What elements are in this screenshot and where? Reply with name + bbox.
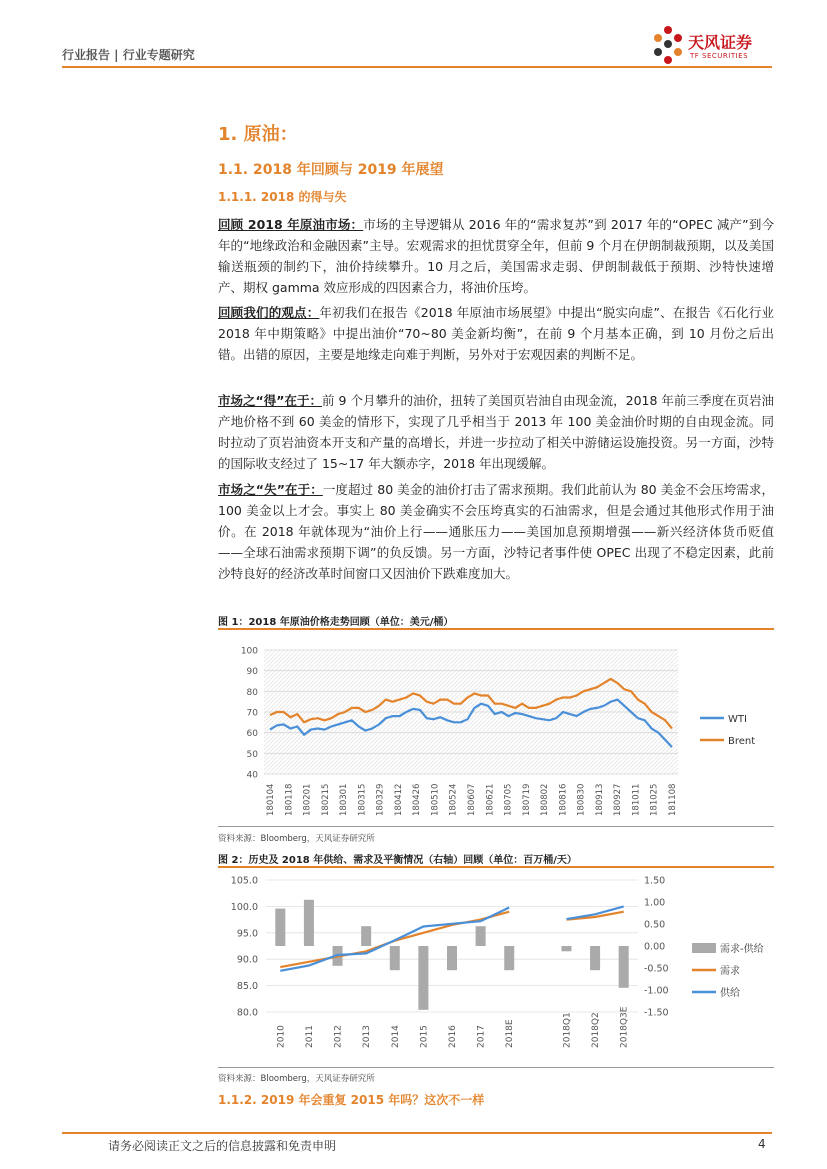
figure-1-source: 资料来源：Bloomberg，天风证券研究所 xyxy=(218,834,375,844)
bar-demand-minus-supply xyxy=(590,946,600,970)
paragraph-body: 一度超过 80 美金的油价打击了需求预期。我们此前认为 80 美金不会压垮需求，100 美金以上才会。事实上 80 美金确实不会压垮真实的石油需求，但是会通过其他形式作用于油价。在 2018 年就体现为“油价上行——通胀压力——美国加息预期增强——新兴经济体货币贬值——全球石油需求预期下调”的负反馈。另一方面，沙特记者事件使 OPEC 出现了不稳定因素，此前沙特良好的经济改革时间窗口又因油价下跌难度加大。 xyxy=(218,482,774,581)
y-right-tick-label: 0.00 xyxy=(644,941,666,953)
x-tick-label: 180705 xyxy=(503,783,514,816)
figure-2-title: 图 2：历史及 2018 年供给、需求及平衡情况（右轴）回顾（单位：百万桶/天） xyxy=(218,855,577,866)
x-tick-label: 180118 xyxy=(284,783,295,816)
breadcrumb: 行业报告 | 行业专题研究 xyxy=(62,48,195,62)
y-tick-label: 70 xyxy=(246,708,258,719)
y-left-tick-label: 80.0 xyxy=(236,1007,258,1019)
x-tick-label: 180329 xyxy=(375,783,386,816)
legend-swatch xyxy=(692,943,716,953)
y-tick-label: 90 xyxy=(246,667,258,678)
paragraph-lead: 回顾我们的观点： xyxy=(218,305,320,320)
y-left-tick-label: 95.0 xyxy=(236,928,258,940)
x-tick-label: 181025 xyxy=(649,783,660,816)
x-tick-label: 180621 xyxy=(485,783,496,816)
page-number: 4 xyxy=(758,1137,766,1151)
section-heading-1-1: 1.1. 2018 年回顾与 2019 年展望 xyxy=(218,162,444,178)
x-tick-label: 180301 xyxy=(339,783,350,816)
y-left-tick-label: 100.0 xyxy=(230,901,258,913)
legend-label: 需求-供给 xyxy=(720,944,764,955)
y-right-tick-label: 1.50 xyxy=(644,875,666,887)
x-tick-label: 2018Q3E xyxy=(619,1006,630,1048)
y-tick-label: 60 xyxy=(246,729,258,740)
y-tick-label: 40 xyxy=(246,770,258,781)
legend-label: Brent xyxy=(728,736,756,747)
y-tick-label: 100 xyxy=(240,646,258,657)
bar-demand-minus-supply xyxy=(476,926,486,946)
x-tick-label: 180802 xyxy=(540,783,551,816)
footer-disclaimer: 请务必阅读正文之后的信息披露和免责申明 xyxy=(108,1139,337,1153)
bar-demand-minus-supply xyxy=(619,946,629,988)
x-tick-label: 180201 xyxy=(302,783,313,816)
paragraph-lead: 回顾 2018 年原油市场： xyxy=(218,217,364,232)
x-tick-label: 181108 xyxy=(668,783,678,816)
x-tick-label: 181011 xyxy=(631,783,642,816)
paragraph-lead: 市场之“失”在于： xyxy=(218,482,323,497)
paragraph-body: 前 9 个月攀升的油价，扭转了美国页岩油自由现金流，2018 年前三季度在页岩油产地价格不到 60 美金的情形下，实现了几乎相当于 2013 年 100 美金油价时期的自由现金流。同时拉动了页岩油资本开支和产量的高增长，并进一步拉动了相关中游储运设施投资。另一方面，沙特的国际收支经过了 15~17 年大额赤字，2018 年出现缓解。 xyxy=(218,393,774,471)
x-tick-label: 180719 xyxy=(521,783,532,816)
section-heading-1-1-2: 1.1.2. 2019 年会重复 2015 年吗？这次不一样 xyxy=(218,1093,485,1107)
figure-2-bottom-rule xyxy=(218,1067,774,1068)
bar-demand-minus-supply xyxy=(447,946,457,970)
header-rule xyxy=(62,66,772,68)
bar-demand-minus-supply xyxy=(304,900,314,946)
figure-1-title: 图 1：2018 年原油价格走势回顾（单位：美元/桶） xyxy=(218,617,454,628)
y-right-tick-label: -1.50 xyxy=(644,1007,669,1019)
figure-2-source: 资料来源：Bloomberg，天风证券研究所 xyxy=(218,1074,375,1084)
y-right-tick-label: -1.00 xyxy=(644,985,669,997)
bar-demand-minus-supply xyxy=(275,909,285,946)
logo-subtitle: TF SECURITIES xyxy=(690,52,749,60)
x-tick-label: 2017 xyxy=(476,1025,487,1048)
y-right-tick-label: 1.00 xyxy=(644,897,666,909)
x-tick-label: 2015 xyxy=(419,1025,430,1048)
paragraph-body: 市场的主导逻辑从 2016 年的“需求复苏”到 2017 年的“OPEC 减产”到今年的“地缘政治和金融因素”主导。宏观需求的担忧贯穿全年，但前 9 个月在伊朗制裁预期，以及美国输送瓶颈的制约下，油价持续攀升。10 月之后，美国需求走弱、伊朗制裁低于预期、沙特快速增产、期权 gamma 效应形成的四因素合力，将油价压垮。 xyxy=(218,217,774,295)
y-left-tick-label: 90.0 xyxy=(236,954,258,966)
y-right-tick-label: -0.50 xyxy=(644,963,669,975)
x-tick-label: 180215 xyxy=(320,783,331,816)
section-heading-1-1-1: 1.1.1. 2018 的得与失 xyxy=(218,190,347,204)
y-left-tick-label: 85.0 xyxy=(236,981,258,993)
paragraph-body: 年初我们在报告《2018 年原油市场展望》中提出“脱实向虚”、在报告《石化行业 2018 年中期策略》中提出油价“70~80 美金新均衡”，在前 9 个月基本正确，到 10 月份之后出错。出错的原因，主要是地缘走向难于判断，另外对于宏观因素的判断不足。 xyxy=(218,305,774,362)
y-tick-label: 80 xyxy=(246,687,258,698)
paragraph-lead: 市场之“得”在于： xyxy=(218,393,323,408)
x-tick-label: 180830 xyxy=(576,783,587,816)
x-tick-label: 180816 xyxy=(558,783,569,816)
logo-mark-icon xyxy=(648,22,688,68)
figure-1-rule xyxy=(218,628,774,630)
bar-demand-minus-supply xyxy=(561,946,571,951)
bar-demand-minus-supply xyxy=(390,946,400,970)
figure-2-chart xyxy=(218,870,774,1066)
footer-rule xyxy=(62,1132,772,1134)
paragraph-review-2018 xyxy=(218,214,774,298)
x-tick-label: 180426 xyxy=(412,783,423,816)
x-tick-label: 2012 xyxy=(333,1025,344,1048)
legend-label: 需求 xyxy=(720,966,740,977)
x-tick-label: 180607 xyxy=(467,783,477,816)
x-tick-label: 2018Q2 xyxy=(591,1012,602,1048)
x-tick-label: 2011 xyxy=(304,1025,315,1048)
bar-demand-minus-supply xyxy=(504,946,514,970)
figure-1-chart xyxy=(218,632,774,822)
legend-label: WTI xyxy=(728,714,747,725)
x-tick-label: 2014 xyxy=(390,1025,401,1048)
legend-label: 供给 xyxy=(720,988,740,999)
x-tick-label: 2010 xyxy=(276,1025,287,1048)
x-tick-label: 180913 xyxy=(594,783,605,816)
figure-2-rule xyxy=(218,866,774,868)
x-tick-label: 180524 xyxy=(448,783,459,816)
paragraph-market-loss xyxy=(218,479,774,584)
x-tick-label: 180412 xyxy=(393,783,404,816)
x-tick-label: 180104 xyxy=(266,783,276,816)
company-logo xyxy=(648,22,778,68)
y-tick-label: 50 xyxy=(246,749,258,760)
x-tick-label: 180315 xyxy=(357,783,368,816)
x-tick-label: 2013 xyxy=(362,1025,373,1048)
figure-1-bottom-rule xyxy=(218,826,774,827)
x-tick-label: 2018Q1 xyxy=(562,1012,573,1048)
section-heading-1: 1. 原油： xyxy=(218,124,298,145)
x-tick-label: 180927 xyxy=(613,783,624,816)
x-tick-label: 2018E xyxy=(505,1019,516,1048)
paragraph-our-view xyxy=(218,302,774,365)
y-left-tick-label: 105.0 xyxy=(230,875,258,887)
paragraph-market-gain xyxy=(218,390,774,474)
bar-demand-minus-supply xyxy=(361,926,371,946)
bar-demand-minus-supply xyxy=(418,946,428,1010)
x-tick-label: 180510 xyxy=(430,783,441,816)
logo-name: 天风证券 xyxy=(688,33,753,52)
x-tick-label: 2016 xyxy=(448,1025,458,1048)
y-right-tick-label: 0.50 xyxy=(644,919,666,931)
